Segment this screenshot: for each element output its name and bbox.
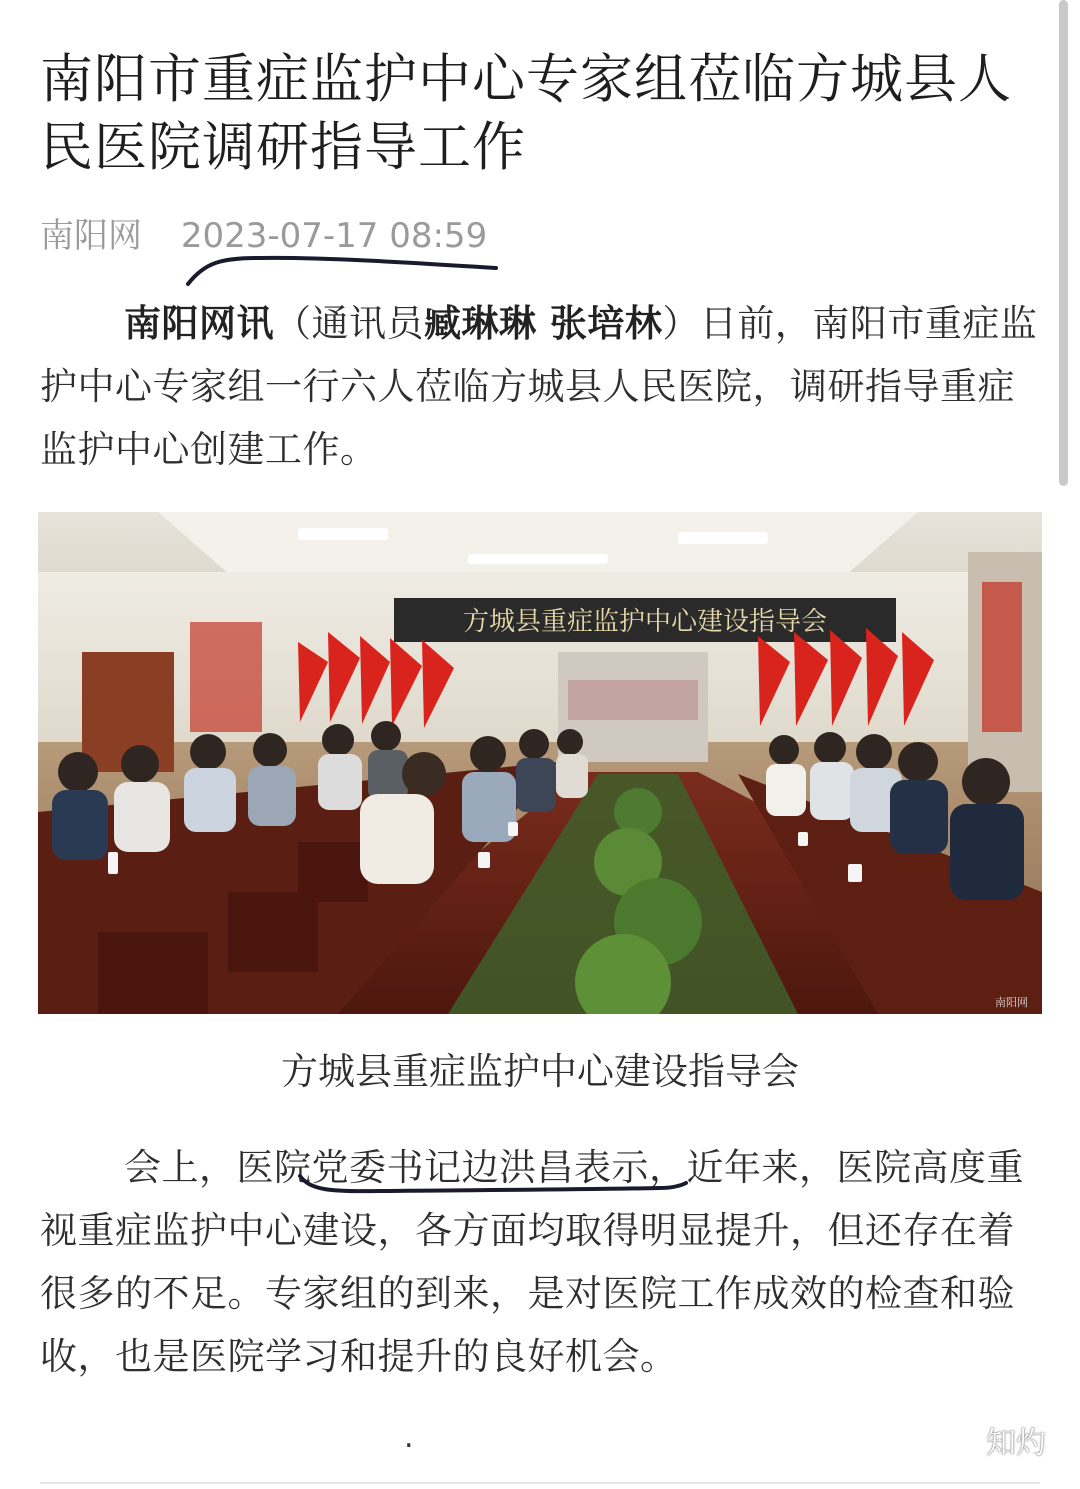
bottom-divider <box>40 1482 1040 1484</box>
photo-caption: 方城县重症监护中心建设指导会 <box>281 1050 799 1093</box>
article-meta <box>40 212 487 260</box>
meeting-photo-drawing <box>38 512 1042 1014</box>
lead-open: （通讯员 <box>274 302 424 345</box>
stray-dot: . <box>404 1420 414 1455</box>
lead-reporters: 臧琳琳 张培林 <box>424 302 663 345</box>
lead-paragraph <box>40 292 1040 481</box>
para2-marked: 医院党委书记边洪昌表示 <box>236 1146 649 1189</box>
wechat-icon <box>944 1425 978 1455</box>
source-watermark <box>944 1418 1046 1462</box>
para2-before: 会上， <box>124 1146 237 1189</box>
lead-bold: 南阳网讯 <box>124 302 274 345</box>
article-datetime: 2023-07-17 08:59 <box>180 216 488 256</box>
lead-rest: ）日前，南阳市重症监护中心专家组一行六人莅临方城县人民医院，调研指导重症监护中心创建工作。 <box>40 302 1038 471</box>
meeting-photo <box>38 512 1042 1014</box>
watermark-text: 知灼 <box>986 1426 1046 1461</box>
body-paragraph <box>40 1136 1040 1388</box>
photo-watermark: 南阳网 <box>995 996 1028 1009</box>
article-source[interactable]: 南阳网 <box>40 216 142 256</box>
para2-after: ，近年来，医院高度重视重症监护中心建设，各方面均取得明显提升，但还存在着很多的不足。专家组的到来，是对医院工作成效的检查和验收，也是医院学习和提升的良好机会。 <box>40 1146 1024 1378</box>
article-title: 南阳市重症监护中心专家组莅临方城县人民医院调研指导工作 <box>40 49 1012 178</box>
scrollbar[interactable] <box>1059 0 1068 486</box>
photo-banner-text: 方城县重症监护中心建设指导会 <box>462 607 828 637</box>
date-underline <box>188 258 496 284</box>
